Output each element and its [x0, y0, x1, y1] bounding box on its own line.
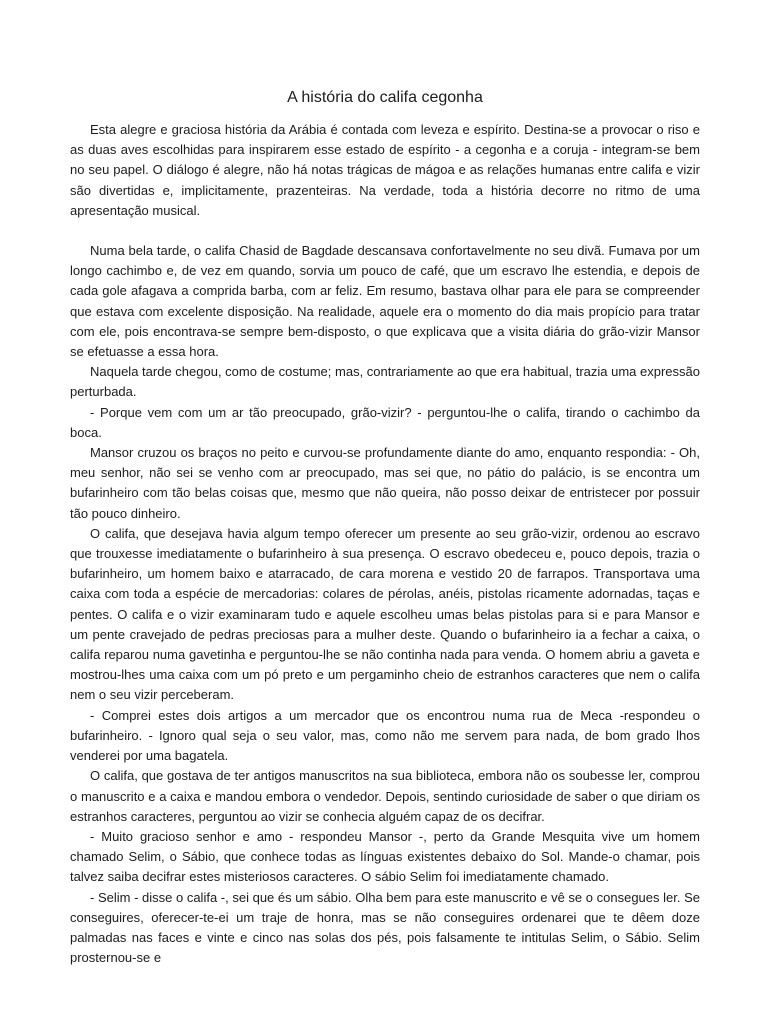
paragraph: - Porque vem com um ar tão preocupado, grão-vizir? - perguntou-lhe o califa, tirando o cachimbo da boca.: [70, 404, 700, 440]
paragraph: - Muito gracioso senhor e amo - respondeu Mansor -, perto da Grande Mesquita vive um homem chamado Selim, o Sábio, que conhece todas as línguas existentes debaixo do Sol. Mande-o chamar, pois talvez saiba decifrar estes misteriosos caracteres. O sábio Selim foi imediatamente chamado.: [70, 828, 700, 885]
paragraph: Naquela tarde chegou, como de costume; mas, contrariamente ao que era habitual, trazia uma expressão perturbada.: [70, 364, 700, 400]
document-title: A história do califa cegonha: [287, 89, 483, 106]
document-page: [70, 0, 700, 968]
paragraph: - Selim - disse o califa -, sei que és um sábio. Olha bem para este manuscrito e vê se o consegues ler. Se conseguires, oferecer-te-ei um traje de honra, mas se não conseguires ordenarei que te dêem doze palmadas nas faces e vinte e cinco nas solas dos pés, pois falsamente te intitulas Selim, o Sábio. Selim prosternou-se e: [70, 889, 700, 966]
story-body: [70, 241, 700, 968]
paragraph: Numa bela tarde, o califa Chasid de Bagdade descansava confortavelmente no seu divã. Fumava por um longo cachimbo e, de vez em quando, sorvia um pouco de café, que um escravo lhe estendia, e depois de cada gole afagava a comprida barba, com ar feliz. Em resumo, bastava olhar para ele para se compreender que estava com excelente disposição. Na realidade, aquele era o momento do dia mais propício para tratar com ele, pois encontrava-se sempre bem-disposto, o que explicava que a visita diária do grão-vizir Mansor se efetuasse a essa hora.: [70, 243, 700, 360]
paragraph: - Comprei estes dois artigos a um mercador que os encontrou numa rua de Meca -respondeu o bufarinheiro. - Ignoro qual seja o seu valor, mas, como não me servem para nada, de bom grado lhos venderei por uma bagatela.: [70, 707, 700, 764]
intro-paragraph: Esta alegre e graciosa história da Arábia é contada com leveza e espírito. Destina-se a provocar o riso e as duas aves escolhidas para inspirarem esse estado de espírito - a cegonha e a coruja - integram-se bem no seu papel. O diálogo é alegre, não há notas trágicas de mágoa e as relações humanas entre califa e vizir são divertidas e, implicitamente, prazenteiras. Na verdade, toda a história decorre no ritmo de uma apresentação musical.: [70, 122, 700, 218]
paragraph: O califa, que desejava havia algum tempo oferecer um presente ao seu grão-vizir, ordenou ao escravo que trouxesse imediatamente o bufarinheiro à sua presença. O escravo obedeceu e, pouco depois, trazia o bufarinheiro, um homem baixo e atarracado, de cara morena e vestido 20 de farrapos. Transportava uma caixa com toda a espécie de mercadorias: colares de pérolas, anéis, pistolas ricamente adornadas, taças e pentes. O califa e o vizir examinaram tudo e aquele escolheu umas belas pistolas para si e para Mansor e um pente cravejado de pedras preciosas para a mulher deste. Quando o bufarinheiro ia a fechar a caixa, o califa reparou numa gavetinha e perguntou-lhe se não continha nada para venda. O homem abriu a gaveta e mostrou-lhes uma caixa com um pó preto e um pergaminho cheio de estranhos caracteres que nem o califa nem o seu vizir perceberam.: [70, 525, 700, 703]
paragraph: Mansor cruzou os braços no peito e curvou-se profundamente diante do amo, enquanto respondia: - Oh, meu senhor, não sei se venho com ar preocupado, mas sei que, no pátio do palácio, is se encontra um bufarinheiro com tão belas coisas que, mesmo que não queira, não posso deixar de entristecer por possuir tão pouco dinheiro.: [70, 445, 700, 521]
paragraph: O califa, que gostava de ter antigos manuscritos na sua biblioteca, embora não os soubesse ler, comprou o manuscrito e a caixa e mandou embora o vendedor. Depois, sentindo curiosidade de saber o que diriam os estranhos caracteres, perguntou ao vizir se conhecia alguém capaz de os decifrar.: [70, 768, 700, 824]
